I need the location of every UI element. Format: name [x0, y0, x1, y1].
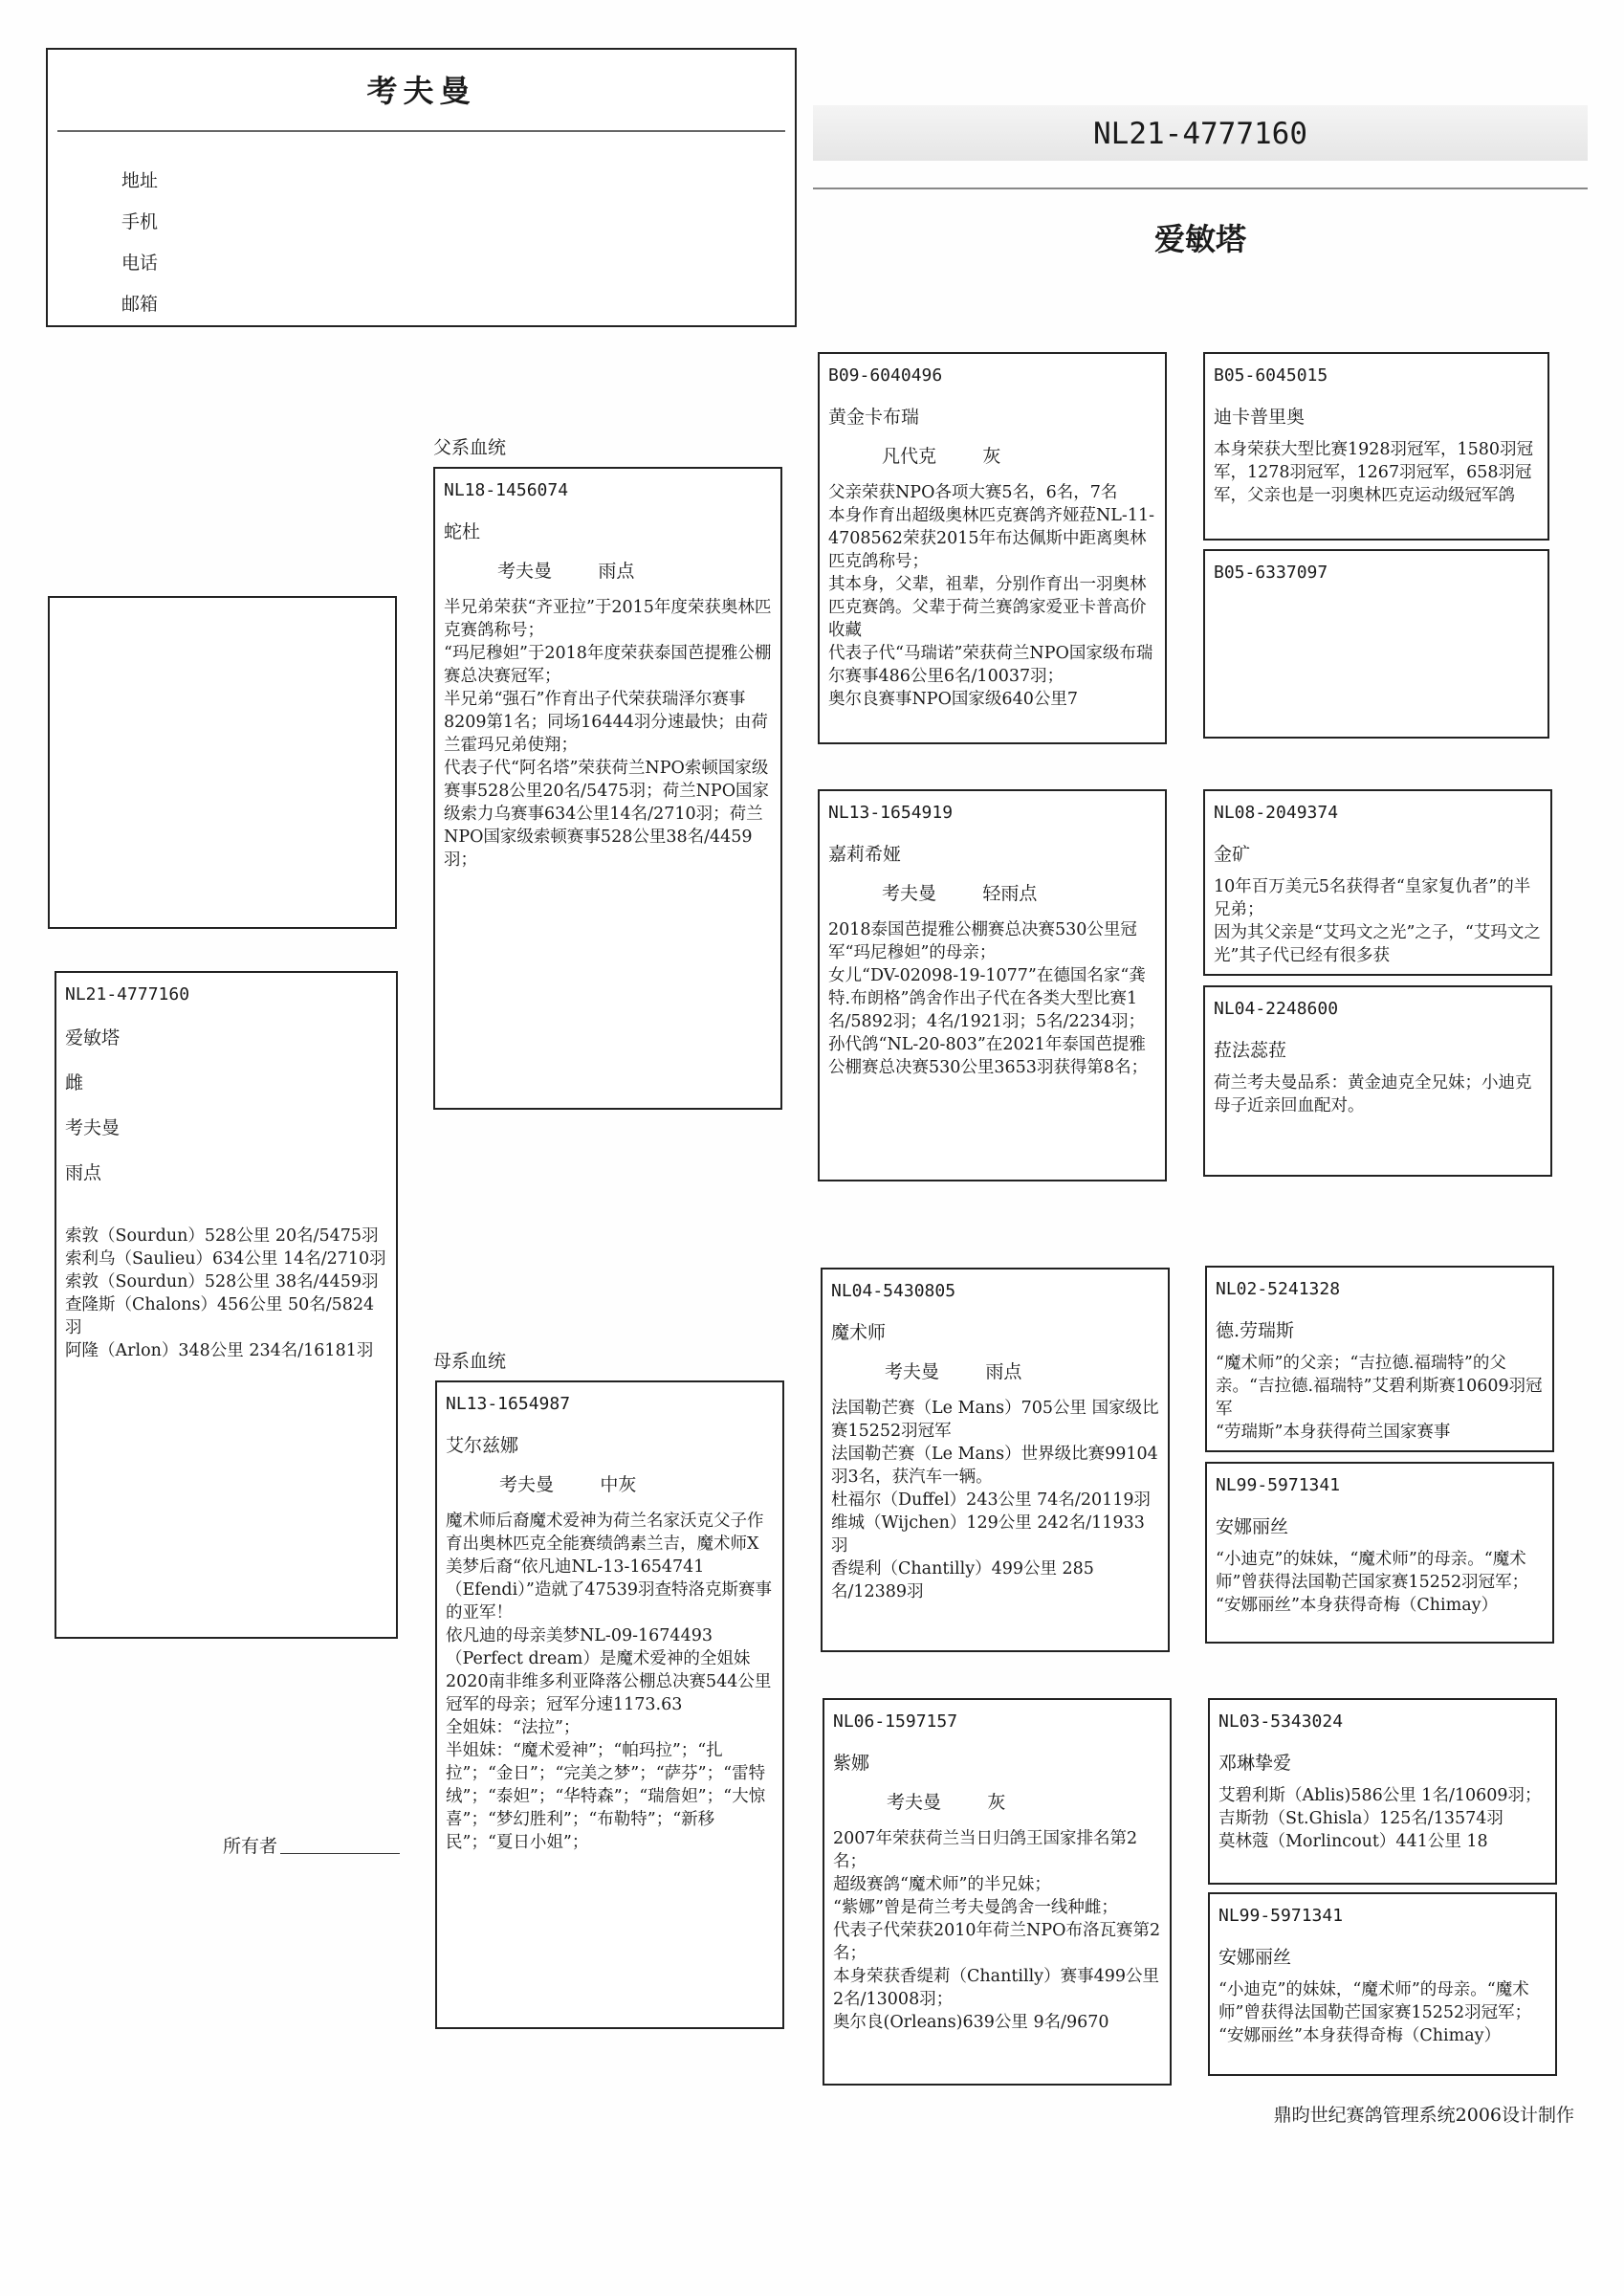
sire-sire-meta: 凡代克 灰 [882, 446, 1001, 467]
dam-text: 魔术师后裔魔术爱神为荷兰名家沃克父子作育出奥林匹克全能赛绩鸽素兰吉，魔术师X美梦后裔“依凡迪NL-13-1654741（Efendi）”造就了47539羽查特洛克斯赛事的亚军！ 依凡迪的母亲美梦NL-09-1674493（Perfect dream）是魔术爱神的全姐妹 2020南非维多利亚降落公棚总决赛544公里冠军的母亲；冠军分速1173.63 全姐妹：“法拉”； 半姐妹：“魔术爱神”；“帕玛拉”；“扎拉”；“金日”；“完美之梦”；“萨芬”；“雷特绒”；“泰妲”；“华特森”；“瑞詹妲”；“大惊喜”；“梦幻胜利”；“布勒特”；“新移民”；“夏日小姐”； [446, 1512, 773, 1852]
sd-dam-ring: NL04-2248600 [1214, 999, 1339, 1019]
sire-dam-name: 嘉莉希娅 [828, 844, 902, 865]
sire-dam-box [818, 789, 1167, 1181]
dam-meta: 考夫曼 中灰 [499, 1474, 637, 1495]
dam-dam-meta: 考夫曼 灰 [887, 1792, 1006, 1813]
dd-sire-text: 艾碧利斯（Ablis)586公里 1名/10609羽； 吉斯勃（St.Ghisla）125名/13574羽 莫林蔻（Morlincout）441公里 18 [1218, 1786, 1542, 1851]
dam-ring: NL13-1654987 [446, 1394, 571, 1414]
ds-dam-box [1205, 1462, 1554, 1644]
header-ring: NL21-4777160 [1093, 117, 1307, 151]
breeder-divider [57, 130, 785, 132]
subject-results: 索敦（Sourdun）528公里 20名/5475羽 索利乌（Saulieu）634公里 14名/2710羽 索敦（Sourdun）528公里 38名/4459羽 查隆斯（Chalons）456公里 50名/5824羽 阿隆（Arlon）348公里 234名/16181羽 [65, 1226, 386, 1360]
dam-name: 艾尔兹娜 [446, 1435, 519, 1456]
sire-dam-text: 2018泰国芭提雅公棚赛总决赛530公里冠军“玛尼穆妲”的母亲； 女儿“DV-02098-19-1077”在德国名家“龚特.布朗格”鸽舍作出子代在各类大型比赛1名/5892羽；4名/1921羽；5名/2234羽； 孙代鸽“NL-20-803”在2021年泰国芭提雅公棚赛总决赛530公里3653羽获得第8名； [828, 920, 1149, 1077]
sire-line-label: 父系血统 [433, 437, 507, 458]
dd-sire-box [1208, 1698, 1557, 1885]
dd-dam-name: 安娜丽丝 [1218, 1947, 1292, 1968]
breeder-box [46, 48, 797, 327]
dam-dam-name: 紫娜 [833, 1753, 870, 1774]
sd-sire-box [1203, 789, 1552, 976]
ss-sire-text: 本身荣获大型比赛1928羽冠军，1580羽冠军，1278羽冠军，1267羽冠军，658羽冠军，父亲也是一羽奥林匹克运动级冠军鸽 [1214, 440, 1534, 505]
subject-color: 雨点 [65, 1162, 102, 1183]
ss-sire-name: 迪卡普里奥 [1214, 407, 1306, 428]
header-rule [813, 188, 1588, 189]
sd-dam-name: 菈法蕊菈 [1214, 1040, 1287, 1061]
dd-dam-ring: NL99-5971341 [1218, 1906, 1344, 1926]
owner-label: 所有者 [223, 1836, 278, 1857]
sire-sire-box [818, 352, 1167, 744]
mobile-label: 手机 [121, 211, 159, 232]
ds-dam-text: “小迪克”的妹妹，“魔术师”的母亲。“魔术师”曾获得法国勒芒国家赛15252羽冠军； “安娜丽丝”本身获得奇梅（Chimay） [1216, 1550, 1529, 1615]
ds-sire-box [1205, 1266, 1554, 1452]
email-label: 邮箱 [121, 294, 159, 315]
sire-meta: 考夫曼 雨点 [497, 561, 635, 582]
ds-sire-ring: NL02-5241328 [1216, 1279, 1341, 1299]
ss-sire-box [1203, 352, 1549, 541]
dam-dam-text: 2007年荣获荷兰当日归鸽王国家排名第2名； 超级赛鸽“魔术师”的半兄妹； “紫娜”曾是荷兰考夫曼鸽舍一线种雌； 代表子代荣获2010年荷兰NPO布洛瓦赛第2名； 本身荣获香缇莉（Chantilly）赛事499公里 2名/13008羽； 奥尔良(Orleans)639公里 9名/9670 [833, 1829, 1161, 2032]
dam-box [435, 1380, 784, 2029]
phone-label: 电话 [121, 253, 159, 274]
sire-text: 半兄弟荣获“齐亚拉”于2015年度荣获奥林匹克赛鸽称号； “玛尼穆妲”于2018年度荣获泰国芭提雅公棚赛总决赛冠军； 半兄弟“强石”作育出子代荣获瑞泽尔赛事8209第1名；同场16444羽分速最快；由荷兰霍玛兄弟使翔； 代表子代“阿名塔”荣获荷兰NPO索顿国家级赛事528公里20名/5475羽；荷兰NPO国家级索力乌赛事634公里14名/2710羽；荷兰NPO国家级索顿赛事528公里38名/4459羽； [444, 598, 772, 870]
breeder-name: 考夫曼 [366, 73, 476, 109]
ss-dam-box [1203, 549, 1549, 739]
ds-sire-text: “魔术师”的父亲；“吉拉德.福瑞特”的父亲。“吉拉德.福瑞特”艾碧利斯赛10609羽冠军 “劳瑞斯”本身获得荷兰国家赛事 [1216, 1354, 1543, 1442]
dam-sire-ring: NL04-5430805 [831, 1281, 956, 1301]
sire-sire-name: 黄金卡布瑞 [828, 407, 920, 428]
ds-dam-name: 安娜丽丝 [1216, 1516, 1289, 1537]
subject-ring: NL21-4777160 [65, 984, 190, 1004]
photo-box [48, 596, 397, 929]
sd-sire-text: 10年百万美元5名获得者“皇家复仇者”的半兄弟； 因为其父亲是“艾玛文之光”之子，“艾玛文之光”其子代已经有很多获 [1214, 877, 1541, 965]
footer-credit: 鼎昀世纪赛鸽管理系统2006设计制作 [1273, 2105, 1574, 2126]
dam-dam-ring: NL06-1597157 [833, 1711, 958, 1732]
sire-sire-ring: B09-6040496 [828, 365, 943, 386]
sire-name: 蛇杜 [444, 521, 481, 542]
sire-dam-meta: 考夫曼 轻雨点 [882, 883, 1038, 904]
sd-dam-text: 荷兰考夫曼品系：黄金迪克全兄妹；小迪克母子近亲回血配对。 [1214, 1073, 1532, 1115]
dam-sire-meta: 考夫曼 雨点 [885, 1361, 1022, 1382]
dam-sire-name: 魔术师 [831, 1322, 887, 1343]
dam-sire-text: 法国勒芒赛（Le Mans）705公里 国家级比赛15252羽冠军 法国勒芒赛（Le Mans）世界级比赛99104羽3名，获汽车一辆。 杜福尔（Duffel）243公里 74名/20119羽 维城（Wijchen）129公里 242名/11933羽 香缇利（Chantilly）499公里 285名/12389羽 [831, 1399, 1159, 1601]
dd-sire-ring: NL03-5343024 [1218, 1711, 1344, 1732]
dam-dam-box [823, 1698, 1172, 2086]
sire-box [433, 467, 782, 1110]
ss-dam-ring: B05-6337097 [1214, 563, 1328, 583]
dam-sire-box [821, 1268, 1170, 1652]
dd-dam-box [1208, 1892, 1557, 2076]
subject-box [55, 971, 398, 1639]
sd-sire-name: 金矿 [1214, 844, 1251, 865]
ss-sire-ring: B05-6045015 [1214, 365, 1328, 386]
sd-sire-ring: NL08-2049374 [1214, 803, 1339, 823]
ds-sire-name: 德.劳瑞斯 [1216, 1320, 1295, 1341]
sd-dam-box [1203, 985, 1552, 1177]
sire-ring: NL18-1456074 [444, 480, 569, 500]
owner-signature-line [280, 1853, 400, 1854]
address-label: 地址 [121, 170, 159, 191]
ds-dam-ring: NL99-5971341 [1216, 1475, 1341, 1495]
sire-dam-ring: NL13-1654919 [828, 803, 954, 823]
dam-line-label: 母系血统 [433, 1351, 507, 1372]
subject-breeder: 考夫曼 [65, 1117, 121, 1138]
header-name: 爱敏塔 [1153, 221, 1246, 257]
subject-sex: 雌 [65, 1072, 84, 1093]
dd-dam-text: “小迪克”的妹妹，“魔术师”的母亲。“魔术师”曾获得法国勒芒国家赛15252羽冠军； “安娜丽丝”本身获得奇梅（Chimay） [1218, 1980, 1532, 2045]
subject-name: 爱敏塔 [65, 1027, 121, 1049]
sire-sire-text: 父亲荣获NPO各项大赛5名，6名，7名 本身作育出超级奥林匹克赛鸽齐娅菈NL-11-4708562荣获2015年布达佩斯中距离奥林匹克鸽称号； 其本身，父辈，祖辈，分别作育出一羽奥林匹克赛鸽。父辈于荷兰赛鸽家爱亚卡普高价收藏 代表子代“马瑞诺”荣获荷兰NPO国家级布瑞尔赛事486公里6名/10037羽； 奥尔良赛事NPO国家级640公里7 [828, 483, 1155, 709]
dd-sire-name: 邓琳挚爱 [1218, 1753, 1292, 1774]
